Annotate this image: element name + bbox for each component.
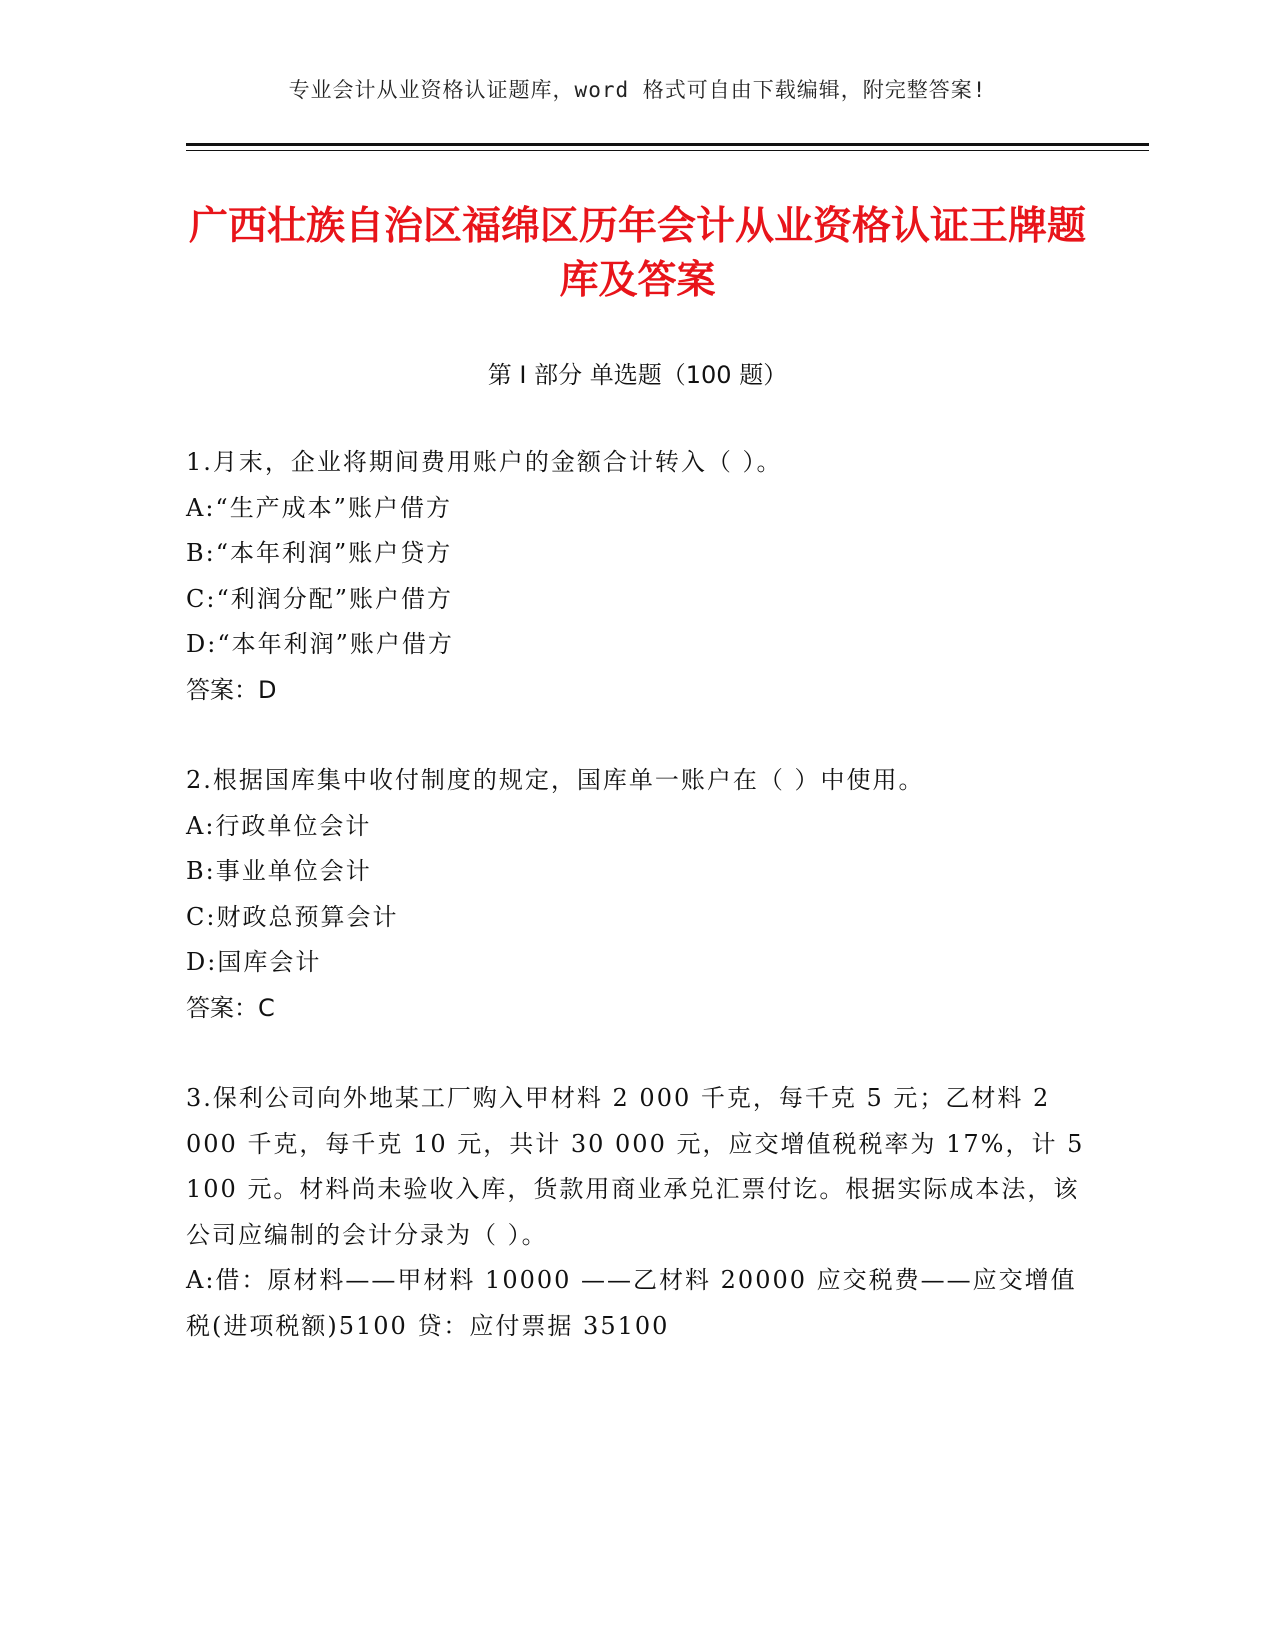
document-title: 广西壮族自治区福绵区历年会计从业资格认证王牌题库及答案 <box>188 204 1086 303</box>
header-note: 专业会计从业资格认证题库，word 格式可自由下载编辑，附完整答案! <box>288 78 987 102</box>
option-c: C:“利润分配”账户借方 <box>186 584 453 613</box>
option-d: D:国库会计 <box>186 948 322 976</box>
option-a: A:借：原材料——甲材料 10000 ——乙材料 20000 应交税费——应交增值税(进项税额)5100 贷：应付票据 35100 <box>186 1266 1077 1340</box>
answer: 答案：D <box>186 675 277 704</box>
header-rule-thin <box>186 150 1149 151</box>
option-d: D:“本年利润”账户借方 <box>186 630 454 658</box>
question-3 <box>186 1076 1086 1349</box>
question-stem: 2.根据国库集中收付制度的规定，国库单一账户在（ ）中使用。 <box>186 766 925 794</box>
answer: 答案：C <box>186 993 275 1022</box>
header-rule-thick <box>186 143 1149 146</box>
option-a: A:行政单位会计 <box>186 811 372 840</box>
question-1 <box>186 440 1086 713</box>
question-stem: 3.保利公司向外地某工厂购入甲材料 2 000 千克，每千克 5 元；乙材料 2 000 千克，每千克 10 元，共计 30 000 元，应交增值税税率为 17%，计 5 100 元。材料尚未验收入库，货款用商业承兑汇票付讫。根据实际成本法，该公司应编制的会计分录为（ ）。 <box>186 1084 1085 1249</box>
option-c: C:财政总预算会计 <box>186 902 399 931</box>
option-a: A:“生产成本”账户借方 <box>186 493 452 522</box>
question-2 <box>186 758 1086 1031</box>
option-b: B:事业单位会计 <box>186 857 372 885</box>
option-b: B:“本年利润”账户贷方 <box>186 539 453 567</box>
section-heading: 第 I 部分 单选题（100 题） <box>487 361 788 389</box>
question-stem: 1.月末，企业将期间费用账户的金额合计转入（ ）。 <box>186 448 783 476</box>
